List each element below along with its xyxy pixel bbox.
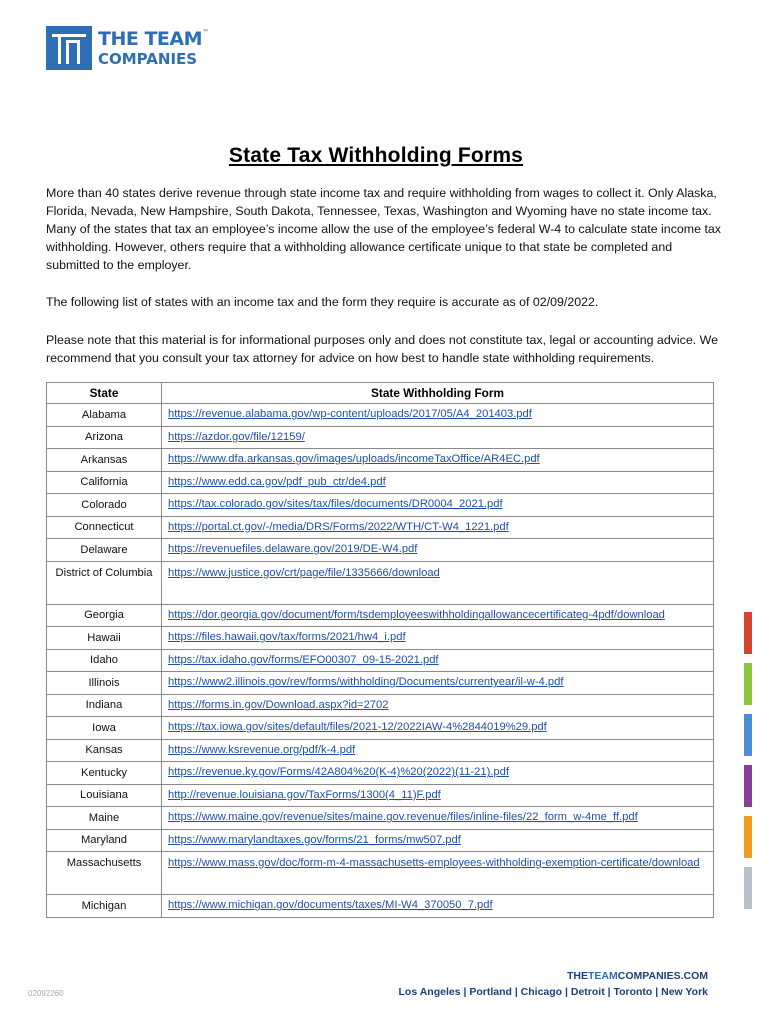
page-title: State Tax Withholding Forms bbox=[228, 144, 524, 167]
form-link[interactable]: https://forms.in.gov/Download.aspx?id=2702 bbox=[162, 694, 714, 717]
state-name-cell: Connecticut bbox=[47, 516, 162, 539]
state-name-cell: Iowa bbox=[47, 717, 162, 740]
footer-site-part-2: TEAM bbox=[588, 970, 618, 982]
state-name-cell: Louisiana bbox=[47, 784, 162, 807]
footer-site-part-3: COMPANIES.COM bbox=[617, 970, 708, 982]
color-stripe bbox=[744, 612, 752, 654]
logo-mark-icon bbox=[46, 26, 92, 70]
state-name-cell: Delaware bbox=[47, 539, 162, 562]
footer-office-cities: Los Angeles | Portland | Chicago | Detroit | Toronto | New York bbox=[398, 986, 708, 998]
table-row bbox=[47, 449, 714, 472]
table-row bbox=[47, 694, 714, 717]
table-row bbox=[47, 539, 714, 562]
trademark-symbol: ™ bbox=[202, 28, 209, 36]
withholding-forms-table bbox=[46, 382, 714, 918]
color-stripe bbox=[744, 816, 752, 858]
form-link[interactable]: https://tax.colorado.gov/sites/tax/files/documents/DR0004_2021.pdf bbox=[162, 494, 714, 517]
state-name-cell: Illinois bbox=[47, 672, 162, 695]
document-code: 02092260 bbox=[28, 989, 64, 998]
table-body bbox=[47, 404, 714, 918]
table-row bbox=[47, 829, 714, 852]
table-row bbox=[47, 784, 714, 807]
table-row bbox=[47, 672, 714, 695]
form-link[interactable]: https://www.michigan.gov/documents/taxes/MI-W4_370050_7.pdf bbox=[162, 895, 714, 918]
table-row bbox=[47, 404, 714, 427]
state-name-cell: Alabama bbox=[47, 404, 162, 427]
table-row bbox=[47, 494, 714, 517]
footer-website-link[interactable] bbox=[567, 970, 708, 982]
state-name-cell: District of Columbia bbox=[47, 561, 162, 604]
form-link[interactable]: https://www.mass.gov/doc/form-m-4-massachusetts-employees-withholding-exemption-certificate/download bbox=[162, 852, 714, 895]
form-link[interactable]: https://files.hawaii.gov/tax/forms/2021/hw4_i.pdf bbox=[162, 627, 714, 650]
table-row bbox=[47, 627, 714, 650]
form-link[interactable]: https://azdor.gov/file/12159/ bbox=[162, 426, 714, 449]
table-header-row bbox=[47, 383, 714, 404]
accuracy-paragraph: The following list of states with an income tax and the form they require is accurate as of 02/09/2022. bbox=[46, 295, 599, 309]
form-link[interactable]: https://www2.illinois.gov/rev/forms/withholding/Documents/currentyear/il-w-4.pdf bbox=[162, 672, 714, 695]
table-row bbox=[47, 895, 714, 918]
form-link[interactable]: https://revenue.ky.gov/Forms/42A804%20(K-4)%20(2022)(11-21).pdf bbox=[162, 762, 714, 785]
form-link[interactable]: https://dor.georgia.gov/document/form/tsdemployeeswithholdingallowancecertificateg-4pdf/download bbox=[162, 604, 714, 627]
form-link[interactable]: https://revenue.alabama.gov/wp-content/uploads/2017/05/A4_201403.pdf bbox=[162, 404, 714, 427]
state-name-cell: Maryland bbox=[47, 829, 162, 852]
intro-paragraph: More than 40 states derive revenue through state income tax and require withholding from wages to collect it. Only Alaska, Florida, Nevada, New Hampshire, South Dakota, Tennessee, Texas, Washington and Wyoming have no state income tax. Many of the states that tax an employee’s income allow the use of the employee’s federal W-4 to calculate state income tax withholding. However, others require that a withholding allowance certificate unique to that state be completed and submitted to the employer. bbox=[46, 186, 721, 272]
state-name-cell: Kentucky bbox=[47, 762, 162, 785]
form-link[interactable]: https://www.maine.gov/revenue/sites/maine.gov.revenue/files/inline-files/22_form_w-4me_ff.pdf bbox=[162, 807, 714, 830]
state-name-cell: Maine bbox=[47, 807, 162, 830]
color-stripe bbox=[744, 765, 752, 807]
form-column-header: State Withholding Form bbox=[162, 383, 714, 404]
table-row bbox=[47, 561, 714, 604]
state-name-cell: California bbox=[47, 471, 162, 494]
form-link[interactable]: https://revenuefiles.delaware.gov/2019/DE-W4.pdf bbox=[162, 539, 714, 562]
table-row bbox=[47, 516, 714, 539]
table-row bbox=[47, 426, 714, 449]
logo-line-2: COMPANIES bbox=[98, 49, 198, 68]
state-name-cell: Idaho bbox=[47, 649, 162, 672]
table-row bbox=[47, 717, 714, 740]
table-row bbox=[47, 471, 714, 494]
state-name-cell: Colorado bbox=[47, 494, 162, 517]
table-row bbox=[47, 649, 714, 672]
form-link[interactable]: https://www.dfa.arkansas.gov/images/uploads/incomeTaxOffice/AR4EC.pdf bbox=[162, 449, 714, 472]
form-link[interactable]: https://www.justice.gov/crt/page/file/1335666/download bbox=[162, 561, 714, 604]
state-name-cell: Arkansas bbox=[47, 449, 162, 472]
form-link[interactable]: http://revenue.louisiana.gov/TaxForms/1300(4_11)F.pdf bbox=[162, 784, 714, 807]
table-row bbox=[47, 604, 714, 627]
state-name-cell: Massachusetts bbox=[47, 852, 162, 895]
color-stripe bbox=[744, 714, 752, 756]
state-name-cell: Indiana bbox=[47, 694, 162, 717]
state-name-cell: Georgia bbox=[47, 604, 162, 627]
color-stripe bbox=[744, 867, 752, 909]
table-row bbox=[47, 807, 714, 830]
company-logo bbox=[46, 26, 209, 70]
state-name-cell: Michigan bbox=[47, 895, 162, 918]
state-name-cell: Kansas bbox=[47, 739, 162, 762]
state-column-header: State bbox=[47, 383, 162, 404]
state-name-cell: Hawaii bbox=[47, 627, 162, 650]
form-link[interactable]: https://tax.iowa.gov/sites/default/files/2021-12/2022IAW-4%2844019%29.pdf bbox=[162, 717, 714, 740]
logo-line-1-text: THE TEAM bbox=[98, 27, 203, 50]
logo-line-1 bbox=[98, 27, 209, 50]
form-link[interactable]: https://www.marylandtaxes.gov/forms/21_forms/mw507.pdf bbox=[162, 829, 714, 852]
state-name-cell: Arizona bbox=[47, 426, 162, 449]
table-row bbox=[47, 739, 714, 762]
color-stripe bbox=[744, 663, 752, 705]
table-row bbox=[47, 762, 714, 785]
form-link[interactable]: https://www.ksrevenue.org/pdf/k-4.pdf bbox=[162, 739, 714, 762]
footer-site-part-1: THE bbox=[567, 970, 589, 982]
form-link[interactable]: https://www.edd.ca.gov/pdf_pub_ctr/de4.pdf bbox=[162, 471, 714, 494]
table-row bbox=[47, 852, 714, 895]
form-link[interactable]: https://tax.idaho.gov/forms/EFO00307_09-15-2021.pdf bbox=[162, 649, 714, 672]
disclaimer-paragraph: Please note that this material is for informational purposes only and does not constitute tax, legal or accounting advice. We recommend that you consult your tax attorney for advice on how best to handle state withholding requirements. bbox=[46, 333, 718, 365]
logo-wordmark bbox=[98, 27, 209, 68]
form-link[interactable]: https://portal.ct.gov/-/media/DRS/Forms/2022/WTH/CT-W4_1221.pdf bbox=[162, 516, 714, 539]
